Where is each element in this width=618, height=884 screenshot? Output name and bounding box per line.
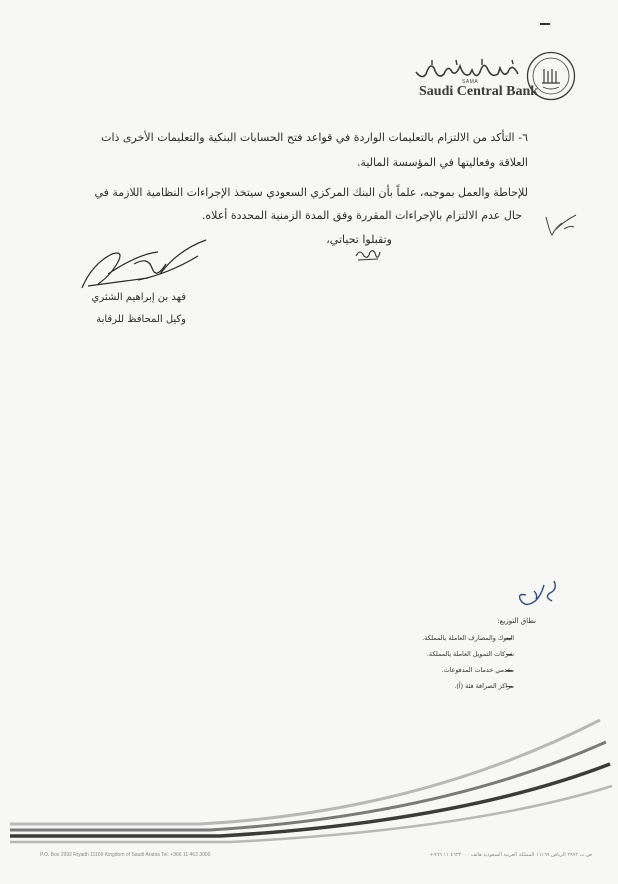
distribution-item: مقدمي خدمات المدفوعات. <box>441 666 514 674</box>
closing-regards: وتقبلوا تحياتي، <box>326 233 392 246</box>
handwritten-signature <box>78 234 212 294</box>
footer-swoosh-graphic <box>0 712 618 850</box>
signer-name: فهد بن إبراهيم الشثري <box>91 292 186 303</box>
corner-mark <box>540 23 550 25</box>
distribution-item: شركات التمويل العاملة بالمملكة. <box>426 650 514 658</box>
distribution-item: البنوك والمصارف العاملة بالمملكة. <box>422 634 514 642</box>
bank-name-english: Saudi Central Bank <box>419 84 539 99</box>
distribution-title: نطاق التوزيع: <box>497 617 536 625</box>
notice-line-1: للإحاطة والعمل بموجبه، علماً بأن البنك المركزي السعودي سيتخذ الإجراءات النظامية اللازمة في <box>94 186 528 199</box>
handwritten-annotation <box>514 577 562 611</box>
item-6-line-1: ٦- التأكد من الالتزام بالتعليمات الواردة في قواعد فتح الحسابات البنكية والتعليمات الأخرى ذات <box>101 131 528 144</box>
signer-title: وكيل المحافظ للرقابة <box>96 314 186 325</box>
notice-line-2: حال عدم الالتزام بالإجراءات المقررة وفق المدة الزمنية المحددة أعلاه. <box>201 209 522 222</box>
distribution-item: مراكز الصرافة فئة (أ). <box>454 682 514 690</box>
footer-address-arabic: ص.ب ٢٩٩٢ الرياض ١١١٦٩ المملكة العربية السعودية هاتف ٤٦٣٣٠٠٠ ١١ ٩٦٦+ <box>429 852 592 858</box>
handwritten-mark <box>354 246 382 262</box>
sama-label: SAMA <box>462 79 479 85</box>
margin-initial-scribble <box>540 213 580 239</box>
footer-address-english: P.O. Box 2992 Riyadh 11169 Kingdom of Saudi Arabia Tel: +966 11 463 3000 <box>40 852 211 858</box>
item-6-line-2: العلاقة وفعاليتها في المؤسسة المالية. <box>356 156 528 169</box>
